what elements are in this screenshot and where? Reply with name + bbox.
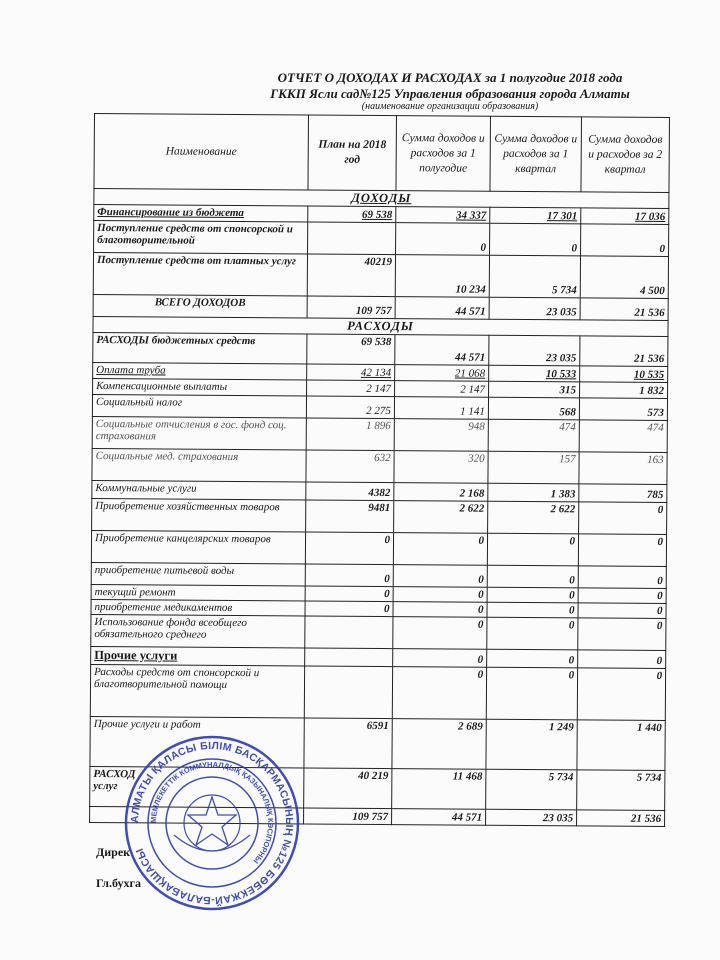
col-q2: Сумма доходов и расходов за 2 квартал [581, 117, 670, 193]
title-line-1: ОТЧЕТ О ДОХОДАХ И РАСХОДАХ за 1 полугодие 2018 года [277, 70, 623, 85]
header-row [94, 114, 670, 193]
table-row: Социальные отчисления в гос. фонд соц. страхования 1 896 948 474 474 [92, 416, 667, 452]
section-income: ДОХОДЫ [94, 189, 669, 209]
table-row: РАСХОД услуг 40 219 11 468 5 734 5 734 [90, 766, 665, 810]
table-row: Поступление средств от спонсорской и благотворительной 0 0 0 [94, 221, 669, 257]
col-plan: План на 2018 год [308, 115, 397, 191]
table-row: Компенсационные выплаты 2 147 2 147 315 1 832 [93, 378, 668, 398]
row-label-2: услуг [93, 780, 118, 793]
table-row: Прочие услуги и работ 6591 2 689 1 249 1 440 [90, 716, 665, 770]
table-row: Финансирование из бюджета 69 538 34 337 17 301 17 036 [94, 205, 669, 225]
table-row: Использование фонда всеобщего обязательного среднего 0 0 0 [91, 614, 666, 650]
section-expenses: РАСХОДЫ [93, 316, 668, 336]
report-table [89, 113, 670, 827]
table-row: приобретение медикаментов 0 0 0 0 [91, 599, 666, 618]
table-row: Поступление средств от платных услуг 40219 10 234 5 734 4 500 [93, 253, 668, 299]
stamp-inner-text: МЕМЛЕКЕТТІК КОММУНАЛДЫҚ ҚАЗЫНАЛЫҚ КӘСІПОРНЫ [148, 759, 276, 866]
official-stamp [124, 735, 300, 911]
col-name: Наименование [94, 114, 309, 190]
director-signature-label: Дирек [96, 845, 131, 859]
table-row: Коммунальные услуги 4382 2 168 1 383 785 [92, 480, 667, 502]
total-income-row: ВСЕГО ДОХОДОВ 109 757 44 571 23 035 21 536 [93, 294, 668, 320]
table-row: Приобретение канцелярских товаров 0 0 0 0 [91, 530, 666, 566]
table-row: Приобретение хозяйственных товаров 9481 2 622 2 622 0 [92, 498, 667, 534]
accountant-signature-label: Гл.бухга [96, 876, 142, 890]
table-row: РАСХОДЫ бюджетных средств 69 538 44 571 23 035 21 536 [93, 332, 668, 366]
table-row: Прочие услуги 0 0 0 [91, 646, 666, 668]
table-row: Социальные мед. страхования 632 320 157 163 [92, 448, 667, 484]
stamp-outer-text: АЛМАТЫ ҚАЛАСЫ БІЛІМ БАСҚАРМАСЫНЫҢ №125 БӨБЕКЖАЙ-БАЛАБАҚШАСЫ [128, 739, 296, 907]
table-row: приобретение питьевой воды 0 0 0 0 [91, 562, 666, 588]
table-row: текущий ремонт 0 0 0 0 [91, 584, 666, 603]
organization-caption: (наименование организации образования) [361, 101, 539, 112]
grand-total-row: 109 757 44 571 23 035 21 536 [90, 806, 665, 826]
col-half-year: Сумма доходов и расходов за 1 полугодие [396, 116, 491, 192]
row-label: РАСХОД [93, 768, 136, 781]
col-q1: Сумма доходов и расходов за 1 квартал [490, 116, 582, 192]
table-row: Социальный налог 2 275 1 141 568 573 [92, 394, 667, 420]
table-row: Оплата труба 42 134 21 068 10 533 10 535 [93, 362, 668, 382]
title-line-2: ГККП Ясли сад№125 Управления образования города Алматы [270, 86, 630, 101]
table-row: Расходы средств от спонсорской и благотворительной помощи 0 0 0 [90, 664, 665, 720]
report-title [230, 70, 670, 102]
